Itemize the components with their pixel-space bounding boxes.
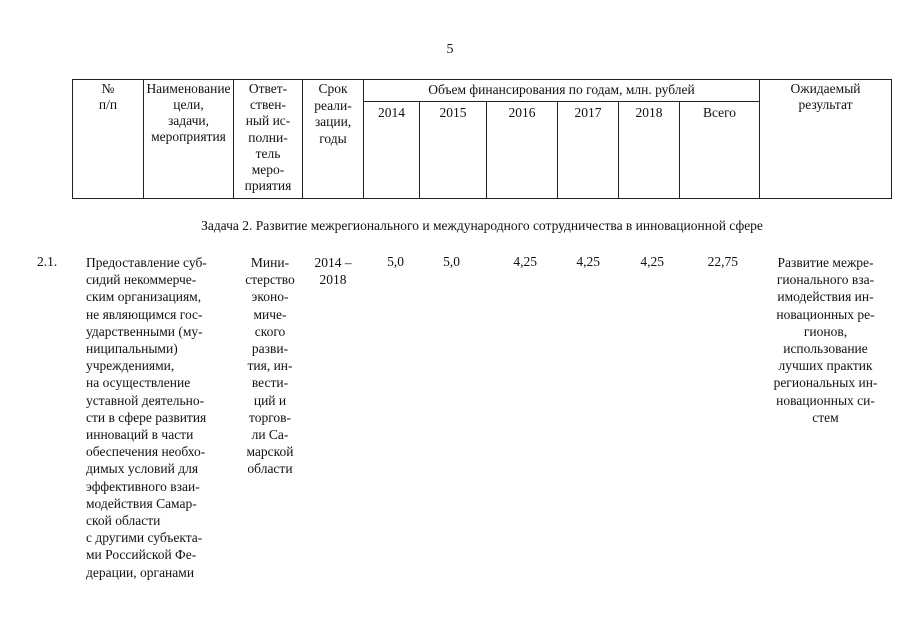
header-responsible: Ответ- ствен- ный ис- полни- тель меро- приятия [244, 81, 292, 194]
header-year-2014: 2014 [378, 105, 405, 120]
header-year-2018: 2018 [635, 105, 663, 120]
header-year-2016: 2016 [508, 105, 536, 120]
row-value-2014: 5,0 [387, 254, 404, 269]
row-value-2016: 4,25 [513, 254, 537, 269]
row-name: Предоставление суб- сидий некоммерче- ским организациям, не являющимся гос- ударственными (му- ниципальными) учреждениями, на осуществление уставной деятельно- сти в сфере развития инноваций в части обеспечения необхо- димых условий для эффективного взаи- модействия Самар- ской области с другими субъекта- ми Российской Фе- дерации, органами [86, 255, 207, 580]
header-funding: Объем финансирования по годам, млн. рублей [428, 82, 695, 97]
task-title: Задача 2. Развитие межрегионального и международного сотрудничества в инновационной сфере [201, 218, 763, 233]
row-value-2018: 4,25 [640, 254, 664, 269]
header-result: Ожидаемый результат [790, 81, 861, 112]
divider [363, 101, 759, 102]
header-year-2017: 2017 [574, 105, 602, 120]
header-year-2015: 2015 [439, 105, 467, 120]
row-responsible: Мини- стерство эконо- миче- ского разви- тия, ин- вести- ций и торгов- ли Са- марской области [245, 255, 295, 477]
header-name: Наименование цели, задачи, мероприятия [146, 81, 231, 144]
header-number: № п/п [98, 81, 118, 112]
row-term: 2014 – 2018 [314, 255, 352, 287]
row-value-total: 22,75 [707, 254, 738, 269]
page-number: 5 [446, 42, 454, 57]
header-total: Всего [702, 105, 737, 120]
row-number: 2.1. [37, 254, 58, 269]
row-value-2017: 4,25 [576, 254, 600, 269]
row-value-2015: 5,0 [443, 254, 460, 269]
header-term: Срок реали- зации, годы [314, 81, 352, 146]
row-result: Развитие межре- гионального вза- имодействия ин- новационных ре- гионов, использование лучших практик региональных ин- новационных си- стем [773, 255, 878, 425]
